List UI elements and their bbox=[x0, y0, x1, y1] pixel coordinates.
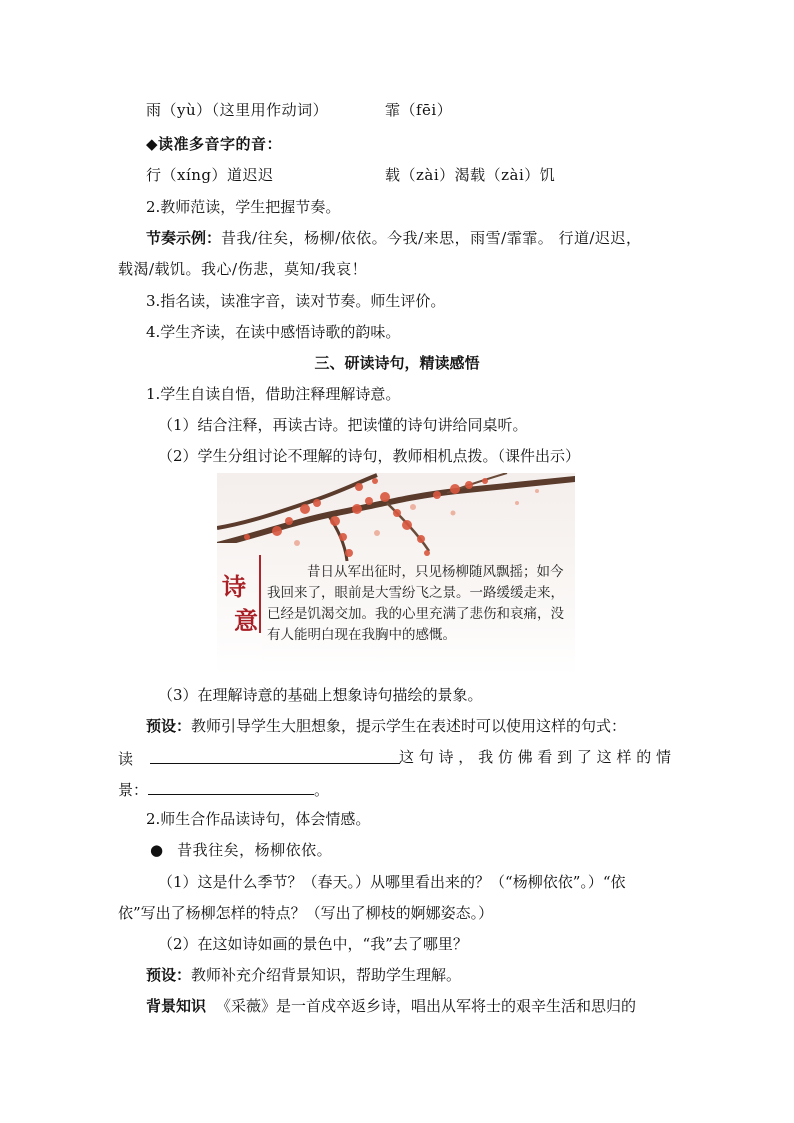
background-text: 《采薇》是一首戍卒返乡诗，唱出从军将士的艰辛生活和思归的 bbox=[216, 997, 637, 1015]
bullet-line bbox=[150, 840, 332, 860]
section-title: 三、研读诗句，精读感悟 bbox=[314, 354, 480, 372]
step-2: 2.教师范读，学生把握节奏。 bbox=[146, 198, 341, 216]
sub-step-2: （2）学生分组讨论不理解的诗句，教师相机点拨。（课件出示） bbox=[158, 447, 581, 465]
pattern-end: 。 bbox=[314, 781, 330, 799]
pron-xing: 行（xíng）道迟迟 bbox=[146, 166, 274, 184]
poem-meaning-image bbox=[217, 473, 575, 675]
pron-zai: 载（zài）渴载（zài）饥 bbox=[385, 166, 556, 184]
preset-2-text: 教师补充介绍背景知识，帮助学生理解。 bbox=[191, 966, 462, 984]
background-label: 背景知识 bbox=[146, 997, 207, 1015]
background-knowledge bbox=[146, 996, 636, 1016]
poem-meaning-text bbox=[267, 562, 567, 646]
rhythm-text-cont: 载渴/载饥。我心/伤悲，莫知/我哀！ bbox=[118, 260, 368, 278]
tag-char-shi: 诗 bbox=[222, 572, 246, 601]
question-1-cont: 依”写出了杨柳怎样的特点？（写出了柳枝的婀娜姿态。） bbox=[118, 904, 494, 922]
rhythm-label: 节奏示例： bbox=[146, 229, 222, 247]
step-2-appreciate: 2.师生合作品读诗句，体会情感。 bbox=[146, 810, 371, 828]
question-1: （1）这是什么季节？（春天。）从哪里看出来的？（“杨柳依依”。）“依 bbox=[158, 873, 626, 891]
poem-meaning-body: 昔日从军出征时，只见杨柳随风飘摇；如今我回来了，眼前是大雪纷飞之景。一路缓缓走来，已经是饥渴交加。我的心里充满了悲伤和哀痛，没有人能明白现在我胸中的感慨。 bbox=[267, 564, 564, 643]
polyphone-heading: ◆读准多音字的音： bbox=[146, 135, 283, 153]
fill-blank-1[interactable] bbox=[150, 747, 400, 764]
sentence-pattern-line bbox=[118, 747, 676, 769]
sentence-pattern-line-2 bbox=[118, 778, 329, 800]
fill-blank-2[interactable] bbox=[148, 778, 314, 795]
preset-text: 教师引导学生大胆想象，提示学生在表述时可以使用这样的句式： bbox=[191, 717, 627, 735]
pattern-du: 读 bbox=[118, 750, 134, 768]
pattern-rest: 这 句 诗 ， 我 仿 佛 看 到 了 这 样 的 情 bbox=[399, 748, 671, 766]
tag-char-yi: 意 bbox=[234, 606, 258, 635]
rhythm-text: 昔我/往矣，杨柳/依依。今我/来思，雨雪/霏霏。 行道/迟迟， bbox=[221, 229, 642, 247]
preset-2 bbox=[146, 965, 461, 985]
bullet-text: 昔我往矣，杨柳依依。 bbox=[177, 841, 333, 859]
pron-yu: 雨（yù）（这里用作动词） bbox=[146, 101, 329, 119]
bullet-icon: ● bbox=[150, 841, 164, 859]
tag-divider bbox=[259, 555, 261, 633]
sub-step-3: （3）在理解诗意的基础上想象诗句描绘的景象。 bbox=[158, 686, 483, 704]
step-1-self-read: 1.学生自读自悟，借助注释理解诗意。 bbox=[146, 385, 401, 403]
preset-2-label: 预设： bbox=[146, 966, 192, 984]
step-4: 4.学生齐读，在读中感悟诗歌的韵味。 bbox=[146, 323, 401, 341]
preset-label: 预设： bbox=[146, 717, 192, 735]
preset-1 bbox=[146, 716, 626, 736]
step-3: 3.指名读，读准字音，读对节奏。师生评价。 bbox=[146, 292, 446, 310]
pattern-jing: 景： bbox=[118, 781, 149, 799]
pron-fei: 霏（fēi） bbox=[385, 101, 453, 119]
sub-step-1: （1）结合注释，再读古诗。把读懂的诗句讲给同桌听。 bbox=[158, 416, 528, 434]
rhythm-example bbox=[146, 228, 642, 248]
question-2: （2）在这如诗如画的景色中，“我”去了哪里？ bbox=[158, 935, 468, 953]
